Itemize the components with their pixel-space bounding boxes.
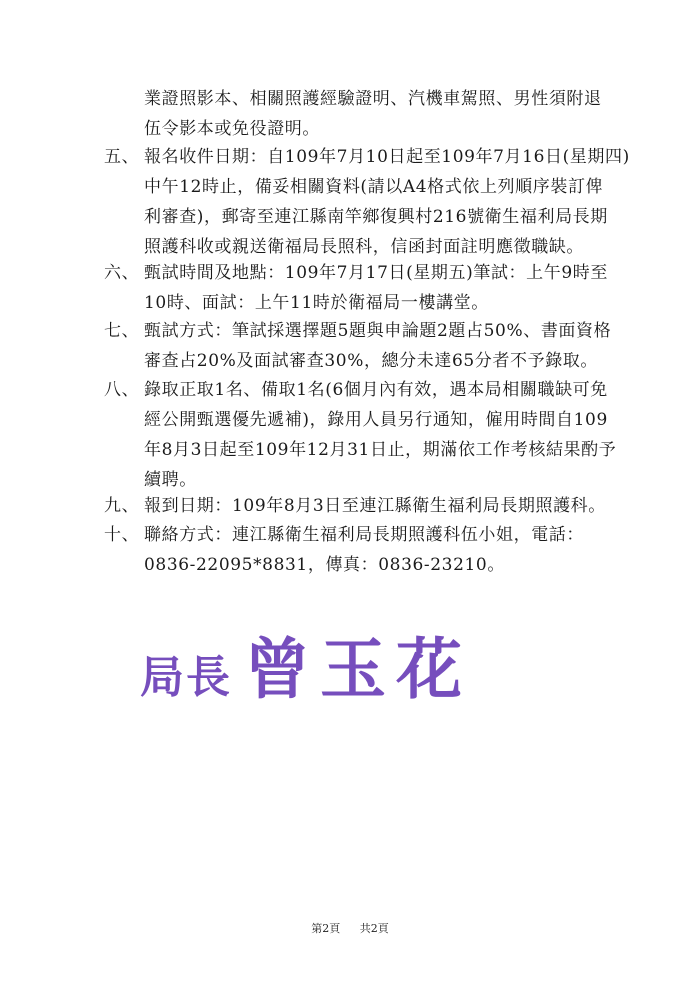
item-line: 0836-22095*8831，傳真：0836-23210。 <box>144 555 505 575</box>
item-number: 八、 <box>104 380 140 400</box>
item-six <box>104 258 644 318</box>
item-line: 10時、面試：上午11時於衛福局一樓講堂。 <box>144 293 489 313</box>
continuation-paragraph <box>144 84 664 144</box>
page-number: 第2頁 <box>311 922 341 935</box>
item-number: 九、 <box>104 496 140 516</box>
item-line: 經公開甄選優先遞補)，錄用人員另行通知，僱用時間自109 <box>144 410 608 430</box>
item-line: 錄取正取1名、備取1名(6個月內有效，遇本局相關職缺可免 <box>144 380 608 400</box>
item-five <box>104 142 644 262</box>
item-number: 十、 <box>104 525 140 545</box>
item-line: 利審查)，郵寄至連江縣南竿鄉復興村216號衛生福利局長期 <box>144 207 608 227</box>
director-name: 曾玉花 <box>244 630 472 708</box>
item-line: 續聘。 <box>144 470 197 490</box>
item-nine <box>104 491 644 521</box>
item-eight <box>104 375 644 495</box>
director-title: 局長 <box>140 652 232 703</box>
page-total: 共2頁 <box>359 922 389 935</box>
item-ten <box>104 520 644 580</box>
item-line: 報名收件日期：自109年7月10日起至109年7月16日(星期四) <box>144 147 630 167</box>
item-line: 甄試時間及地點：109年7月17日(星期五)筆試：上午9時至 <box>144 263 608 283</box>
item-line: 聯絡方式：連江縣衛生福利局長期照護科伍小姐，電話： <box>144 525 584 545</box>
item-number: 六、 <box>104 263 140 283</box>
item-line: 年8月3日起至109年12月31日止，期滿依工作考核結果酌予 <box>144 440 617 460</box>
item-seven <box>104 316 644 376</box>
continuation-line-2: 伍令影本或免役證明。 <box>144 119 320 139</box>
item-line: 報到日期：109年8月3日至連江縣衛生福利局長期照護科。 <box>144 496 606 516</box>
item-line: 照護科收或親送衛福局長照科，信函封面註明應徵職缺。 <box>144 237 584 257</box>
item-number: 七、 <box>104 321 140 341</box>
director-signature-stamp <box>140 628 472 708</box>
item-line: 審查占20%及面試審查30%，總分未達65分者不予錄取。 <box>144 351 599 371</box>
item-line: 中午12時止，備妥相關資料(請以A4格式依上列順序裝訂俾 <box>144 177 604 197</box>
item-number: 五、 <box>104 147 140 167</box>
page-footer <box>0 920 700 936</box>
item-line: 甄試方式：筆試採選擇題5題與申論題2題占50%、書面資格 <box>144 321 612 341</box>
continuation-line-1: 業證照影本、相關照護經驗證明、汽機車駕照、男性須附退 <box>144 89 602 109</box>
